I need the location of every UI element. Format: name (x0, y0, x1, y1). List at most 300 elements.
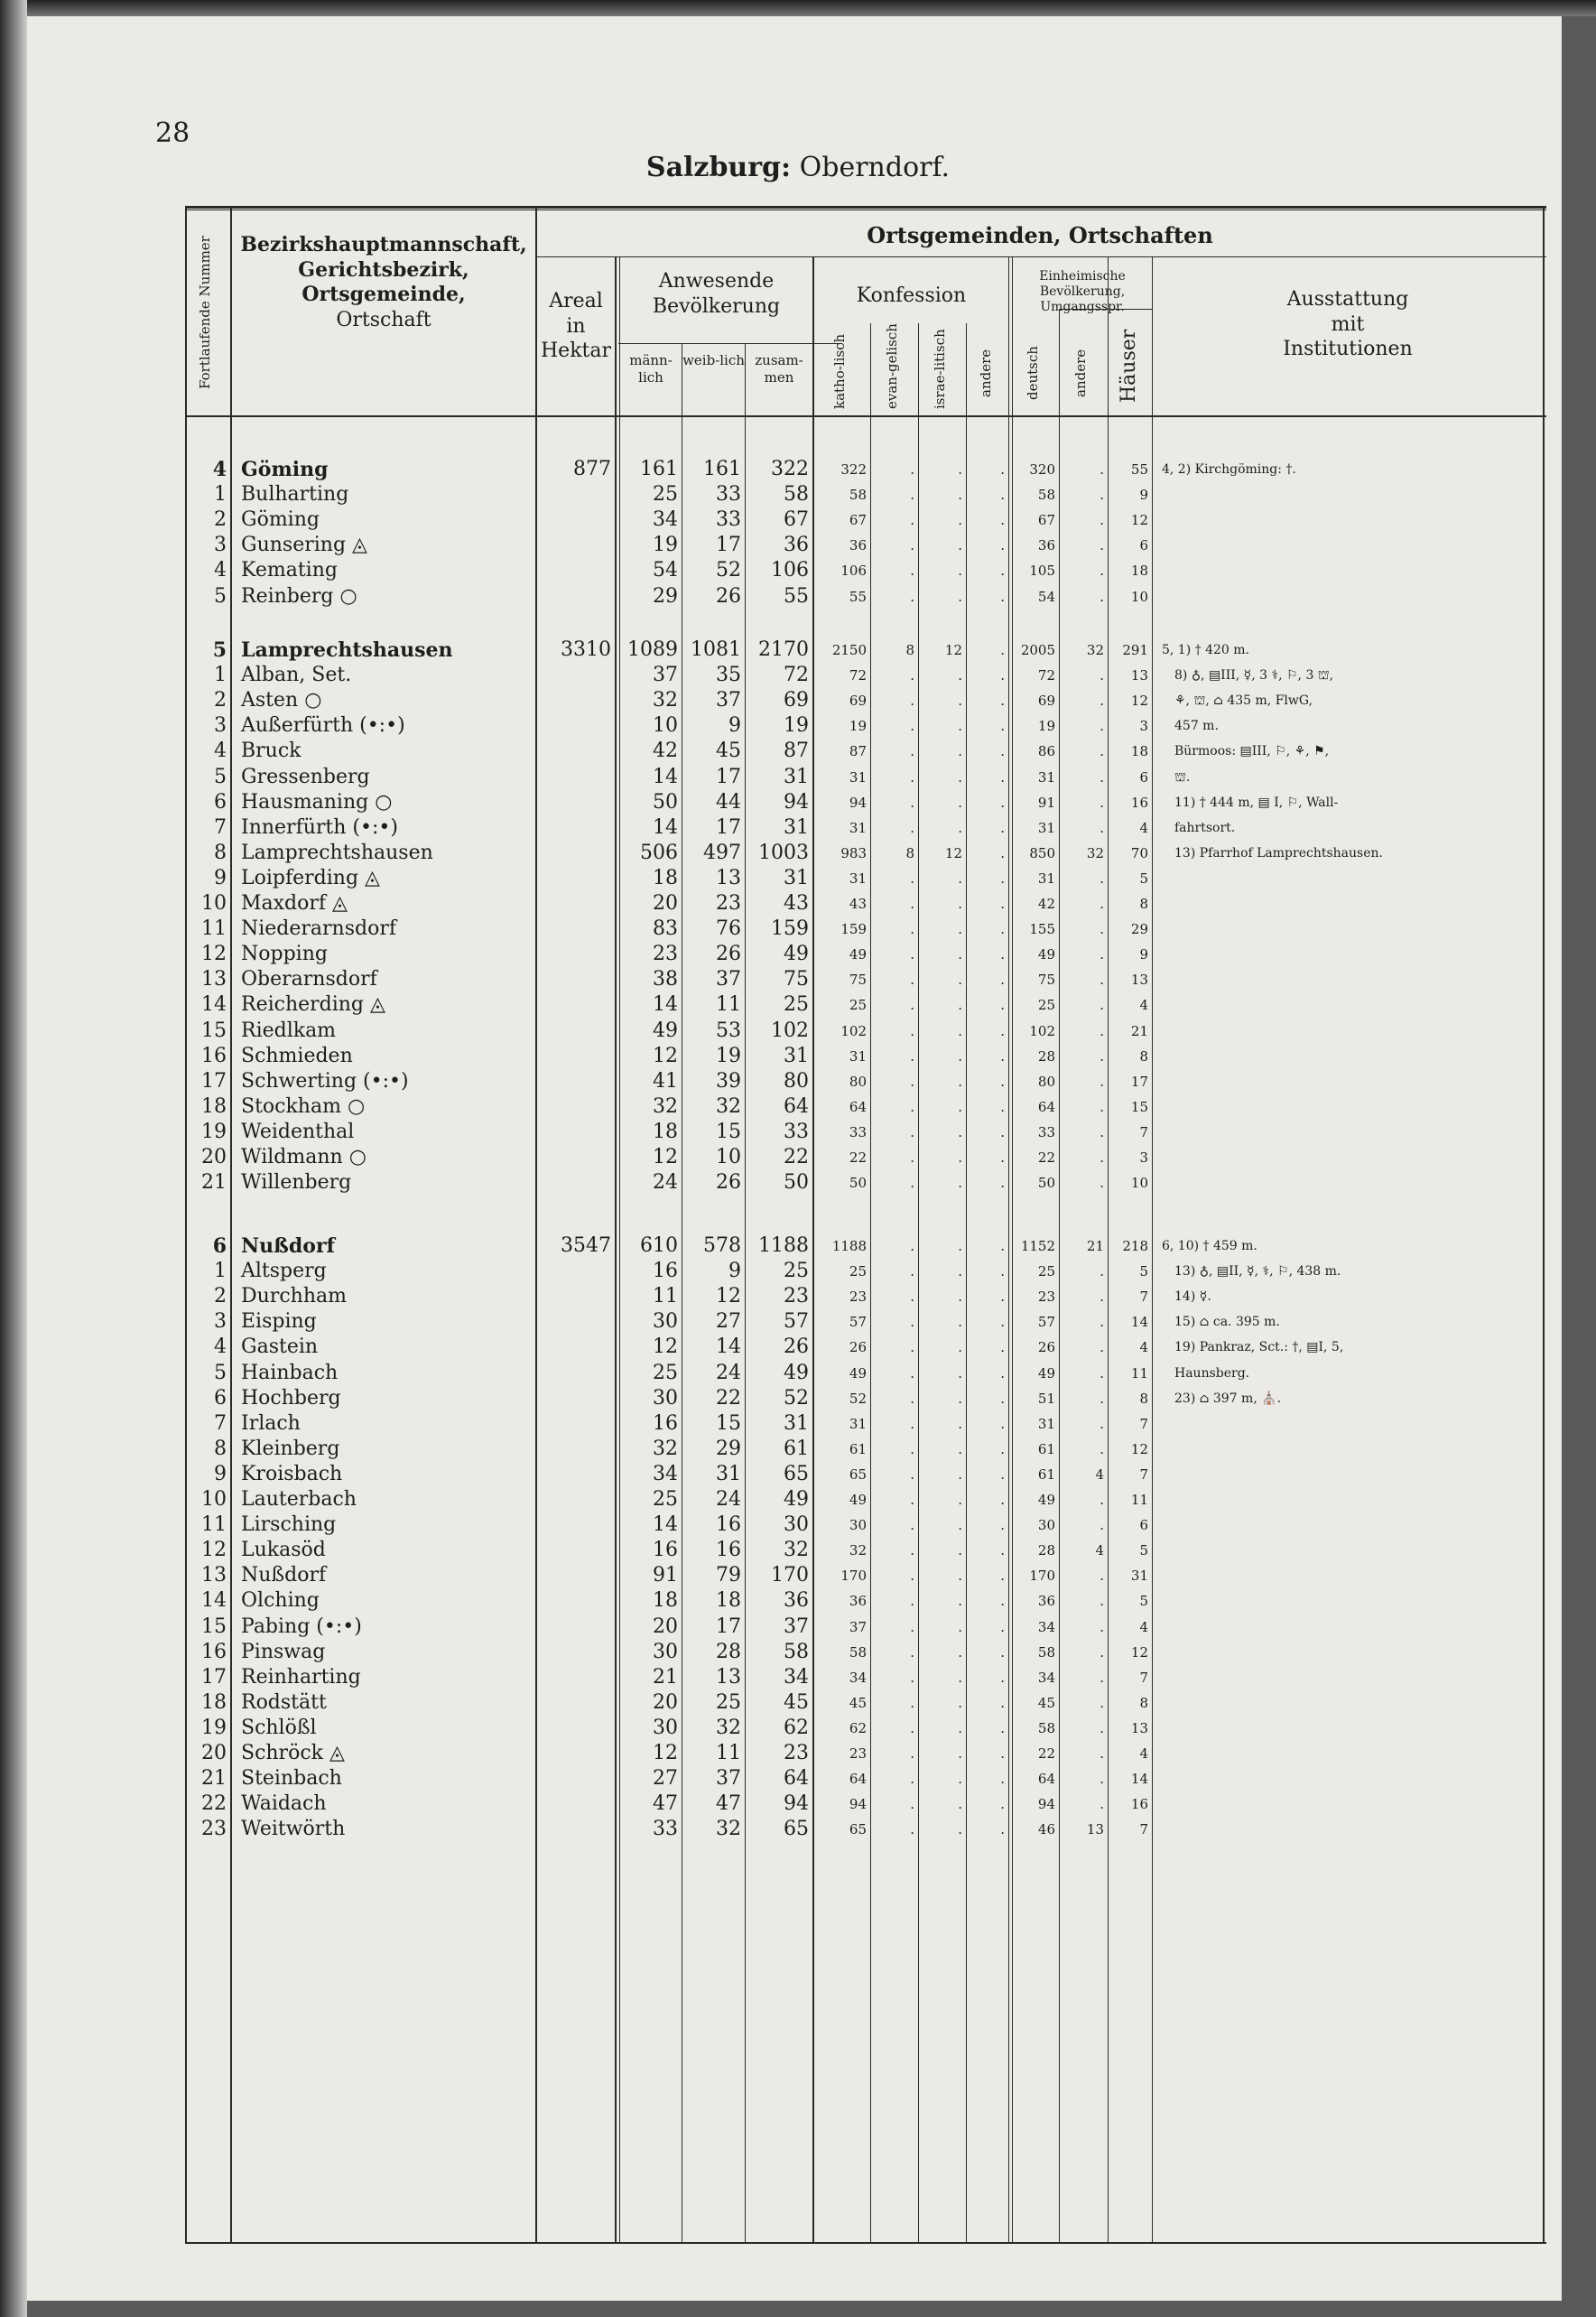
cell-evan: . (910, 743, 914, 760)
cell-and2: . (1100, 1745, 1104, 1762)
cell-and: . (1000, 1593, 1005, 1610)
cell-n: 13 (201, 968, 227, 991)
cell-z: 72 (784, 664, 809, 687)
locality-row (185, 482, 1546, 507)
cell-and: . (1000, 461, 1005, 478)
cell-and: . (1000, 896, 1005, 912)
cell-and: . (1000, 1821, 1005, 1838)
cell-kath: 31 (849, 768, 867, 786)
locality-row (185, 663, 1546, 688)
cell-n: 13 (201, 1564, 227, 1587)
cell-hs: 6 (1139, 1517, 1148, 1534)
cell-kath: 49 (849, 1492, 867, 1508)
cell-isr: . (958, 718, 962, 735)
cell-name: Maxdorf ◬ (241, 892, 348, 915)
cell-isr: . (958, 1364, 962, 1382)
cell-and: . (1000, 946, 1005, 963)
cell-deu: 50 (1037, 1175, 1055, 1192)
cell-hs: 15 (1130, 1098, 1148, 1115)
cell-hs: 12 (1130, 1643, 1148, 1661)
cell-isr: . (958, 1415, 962, 1432)
cell-and: . (1000, 1466, 1005, 1483)
cell-and: . (1000, 1492, 1005, 1508)
cell-z: 57 (784, 1310, 809, 1334)
cell-m: 34 (653, 508, 678, 532)
cell-and: . (1000, 1618, 1005, 1635)
cell-w: 52 (716, 559, 741, 582)
cell-deu: 94 (1037, 1796, 1055, 1813)
cell-isr: . (958, 1390, 962, 1407)
cell-hs: 55 (1130, 461, 1148, 478)
cell-n: 18 (201, 1690, 227, 1714)
cell-and2: . (1100, 1517, 1104, 1534)
cell-z: 87 (784, 740, 809, 763)
cell-hs: 7 (1139, 1669, 1148, 1686)
cell-m: 30 (653, 1386, 678, 1410)
cell-evan: . (910, 1289, 914, 1306)
cell-evan: . (910, 1098, 914, 1115)
cell-and: . (1000, 1289, 1005, 1306)
cell-name: Gressenberg (241, 765, 370, 788)
cell-evan: . (910, 487, 914, 504)
locality-row (185, 967, 1546, 992)
locality-row (185, 558, 1546, 583)
cell-hs: 4 (1139, 1618, 1148, 1635)
locality-row (185, 1361, 1546, 1386)
cell-and2: . (1100, 819, 1104, 836)
cell-w: 33 (716, 483, 741, 507)
cell-z: 31 (784, 765, 809, 788)
cell-name: Lirsching (241, 1513, 337, 1537)
institution-note: fahrtsort. (1174, 820, 1236, 835)
cell-and2: . (1100, 1022, 1104, 1039)
cell-evan: . (910, 921, 914, 938)
cell-w: 10 (716, 1146, 741, 1168)
cell-and: . (1000, 768, 1005, 786)
cell-kath: 49 (849, 946, 867, 963)
cell-name: Hainbach (241, 1361, 339, 1384)
cell-name: Rodstätt (241, 1690, 327, 1714)
cell-deu: 31 (1037, 870, 1055, 887)
cell-evan: . (910, 563, 914, 580)
locality-row (185, 866, 1546, 891)
cell-name: Wildmann ○ (241, 1146, 367, 1168)
cell-evan: . (910, 1047, 914, 1065)
cell-n: 14 (201, 993, 227, 1017)
cell-name: Steinbach (241, 1767, 342, 1791)
cell-and2: . (1100, 1364, 1104, 1382)
cell-name: Lamprechtshausen (241, 841, 433, 864)
locality-row (185, 1284, 1546, 1309)
cell-isr: 12 (944, 642, 962, 658)
cell-and: . (1000, 693, 1005, 710)
cell-n: 1 (214, 483, 227, 507)
cell-hs: 13 (1130, 972, 1148, 989)
cell-kath: 57 (849, 1314, 867, 1331)
cell-w: 497 (703, 841, 741, 864)
cell-w: 22 (716, 1386, 741, 1410)
cell-m: 47 (653, 1792, 678, 1816)
cell-m: 21 (653, 1665, 678, 1689)
cell-isr: . (958, 1771, 962, 1788)
cell-m: 42 (653, 740, 678, 763)
cell-m: 610 (640, 1234, 678, 1257)
locality-row (185, 1170, 1546, 1196)
cell-n: 2 (214, 1285, 227, 1308)
cell-evan: . (910, 1821, 914, 1838)
cell-name: Lauterbach (241, 1488, 357, 1511)
cell-evan: . (910, 1022, 914, 1039)
cell-z: 31 (784, 815, 809, 839)
cell-deu: 34 (1037, 1669, 1055, 1686)
cell-deu: 28 (1037, 1047, 1055, 1065)
cell-name: Altsperg (241, 1260, 327, 1283)
cell-n: 21 (201, 1767, 227, 1791)
cell-deu: 45 (1037, 1694, 1055, 1711)
institution-note: ⛫. (1174, 769, 1191, 785)
cell-z: 52 (784, 1386, 809, 1410)
cell-hs: 16 (1130, 1796, 1148, 1813)
cell-m: 24 (653, 1171, 678, 1195)
cell-and2: . (1100, 896, 1104, 912)
cell-isr: . (958, 1643, 962, 1661)
cell-and: . (1000, 512, 1005, 529)
cell-hs: 18 (1130, 743, 1148, 760)
header-admin-1: Bezirkshauptmannschaft, (240, 233, 527, 256)
cell-hs: 4 (1139, 1745, 1148, 1762)
cell-deu: 46 (1037, 1821, 1055, 1838)
institution-note: 14) ☿. (1174, 1289, 1211, 1305)
cell-hs: 7 (1139, 1415, 1148, 1432)
cell-evan: . (910, 1073, 914, 1090)
cell-evan: . (910, 667, 914, 684)
cell-z: 69 (784, 689, 809, 712)
cell-and2: 4 (1095, 1542, 1104, 1559)
cell-evan: . (910, 718, 914, 735)
institution-note: 8) ♁, ▤III, ☿, 3 ⚕, ⚐, 3 ⛫, (1174, 668, 1334, 684)
cell-m: 32 (653, 689, 678, 712)
cell-z: 33 (784, 1120, 809, 1143)
cell-z: 31 (784, 866, 809, 889)
cell-w: 17 (716, 1614, 741, 1638)
cell-m: 14 (653, 765, 678, 788)
locality-row (185, 1588, 1546, 1614)
cell-isr: . (958, 1492, 962, 1508)
cell-and2: . (1100, 1314, 1104, 1331)
cell-n: 15 (201, 1019, 227, 1042)
cell-isr: . (958, 1123, 962, 1140)
cell-deu: 25 (1037, 1263, 1055, 1280)
cell-isr: . (958, 1440, 962, 1457)
header-areal (537, 289, 615, 364)
cell-n: 4 (214, 740, 227, 763)
locality-row (185, 1069, 1546, 1094)
cell-and2: 13 (1086, 1821, 1104, 1838)
cell-w: 17 (716, 765, 741, 788)
cell-hs: 11 (1130, 1492, 1148, 1508)
header-other-language: andere (1072, 349, 1089, 397)
institution-note: 15) ⌂ ca. 395 m. (1174, 1315, 1280, 1330)
cell-m: 19 (653, 534, 678, 557)
cell-n: 9 (214, 866, 227, 889)
cell-deu: 80 (1037, 1073, 1055, 1090)
locality-row (185, 992, 1546, 1018)
cell-kath: 36 (849, 537, 867, 554)
cell-and2: . (1100, 1568, 1104, 1585)
header-admin-3: Ortsgemeinde, (302, 283, 466, 306)
cell-name: Nopping (241, 943, 328, 966)
cell-and2: . (1100, 972, 1104, 989)
cell-n: 9 (214, 1462, 227, 1485)
cell-z: 67 (784, 508, 809, 532)
cell-and2: . (1100, 1440, 1104, 1457)
cell-m: 16 (653, 1411, 678, 1435)
cell-and: . (1000, 487, 1005, 504)
cell-isr: . (958, 1821, 962, 1838)
cell-name: Nußdorf (241, 1564, 327, 1587)
cell-and2: . (1100, 693, 1104, 710)
cell-m: 18 (653, 1120, 678, 1143)
cell-deu: 61 (1037, 1440, 1055, 1457)
header-einheim-2: Bevölkerung, (1039, 284, 1126, 299)
cell-w: 1081 (691, 638, 741, 661)
cell-z: 322 (771, 458, 809, 480)
cell-z: 49 (784, 1361, 809, 1384)
header-areal-1: Areal (549, 290, 603, 312)
cell-w: 26 (716, 584, 741, 608)
institution-note: 11) † 444 m, ▤ I, ⚐, Wall- (1174, 795, 1339, 810)
cell-and: . (1000, 1694, 1005, 1711)
cell-name: Willenberg (241, 1171, 352, 1195)
cell-evan: . (910, 794, 914, 811)
locality-row (185, 1665, 1546, 1690)
cell-m: 23 (653, 943, 678, 966)
cell-deu: 72 (1037, 667, 1055, 684)
institution-note: 6, 10) † 459 m. (1162, 1239, 1257, 1253)
cell-n: 14 (201, 1589, 227, 1613)
cell-evan: . (910, 768, 914, 786)
cell-evan: . (910, 1517, 914, 1534)
cell-and: . (1000, 844, 1005, 861)
header-number: Fortlaufende Nummer (197, 236, 213, 389)
cell-hs: 29 (1130, 921, 1148, 938)
cell-z: 26 (784, 1335, 809, 1359)
locality-row (185, 1259, 1546, 1284)
cell-w: 15 (716, 1411, 741, 1435)
cell-deu: 36 (1037, 1593, 1055, 1610)
cell-evan: . (910, 1593, 914, 1610)
cell-hs: 13 (1130, 667, 1148, 684)
cell-hs: 8 (1139, 1694, 1148, 1711)
cell-m: 29 (653, 584, 678, 608)
cell-and: . (1000, 1669, 1005, 1686)
cell-w: 13 (716, 1665, 741, 1689)
cell-and: . (1000, 1098, 1005, 1115)
cell-hs: 7 (1139, 1466, 1148, 1483)
cell-z: 32 (784, 1539, 809, 1562)
cell-name: Reinberg ○ (241, 584, 357, 608)
cell-deu: 91 (1037, 794, 1055, 811)
cell-n: 4 (214, 559, 227, 582)
statistics-table (185, 206, 1546, 2247)
cell-deu: 102 (1029, 1022, 1055, 1039)
cell-m: 49 (653, 1019, 678, 1042)
cell-isr: . (958, 1466, 962, 1483)
cell-deu: 54 (1037, 588, 1055, 605)
cell-areal: 3547 (561, 1234, 611, 1257)
cell-kath: 65 (849, 1466, 867, 1483)
locality-row (185, 1462, 1546, 1487)
cell-name: Lamprechtshausen (241, 638, 453, 662)
cell-kath: 64 (849, 1098, 867, 1115)
header-admin (235, 233, 533, 332)
cell-deu: 105 (1029, 563, 1055, 580)
cell-m: 12 (653, 1146, 678, 1168)
locality-row (185, 1538, 1546, 1563)
cell-deu: 850 (1029, 844, 1055, 861)
cell-and: . (1000, 997, 1005, 1014)
cell-evan: . (910, 1364, 914, 1382)
cell-isr: . (958, 1669, 962, 1686)
cell-and2: . (1100, 461, 1104, 478)
cell-deu: 75 (1037, 972, 1055, 989)
cell-and2: 21 (1086, 1238, 1104, 1254)
cell-evan: . (910, 1314, 914, 1331)
cell-z: 37 (784, 1614, 809, 1638)
cell-m: 33 (653, 1818, 678, 1841)
cell-and2: . (1100, 1719, 1104, 1736)
cell-and2: . (1100, 1175, 1104, 1192)
cell-evan: . (910, 1263, 914, 1280)
cell-and2: . (1100, 1771, 1104, 1788)
cell-deu: 22 (1037, 1149, 1055, 1166)
cell-deu: 33 (1037, 1123, 1055, 1140)
cell-evan: . (910, 693, 914, 710)
cell-m: 83 (653, 917, 678, 941)
cell-z: 102 (771, 1019, 809, 1042)
cell-isr: . (958, 1022, 962, 1039)
cell-kath: 45 (849, 1694, 867, 1711)
cell-and2: . (1100, 1669, 1104, 1686)
cell-m: 54 (653, 559, 678, 582)
header-total: zusam-men (755, 352, 803, 386)
cell-and2: . (1100, 537, 1104, 554)
cell-n: 17 (201, 1665, 227, 1689)
cell-m: 30 (653, 1310, 678, 1334)
cell-evan: . (910, 1568, 914, 1585)
cell-w: 11 (716, 993, 741, 1017)
cell-w: 37 (716, 1767, 741, 1791)
cell-w: 24 (716, 1361, 741, 1384)
header-german: deutsch (1025, 346, 1041, 400)
municipality-row (185, 457, 1546, 482)
cell-name: Schlößl (241, 1716, 317, 1739)
cell-evan: . (910, 1149, 914, 1166)
cell-deu: 86 (1037, 743, 1055, 760)
cell-hs: 7 (1139, 1821, 1148, 1838)
cell-kath: 58 (849, 487, 867, 504)
cell-n: 5 (212, 638, 227, 662)
cell-and: . (1000, 1796, 1005, 1813)
cell-kath: 25 (849, 1263, 867, 1280)
cell-and: . (1000, 1149, 1005, 1166)
cell-and2: . (1100, 667, 1104, 684)
cell-evan: . (910, 1466, 914, 1483)
cell-z: 80 (784, 1069, 809, 1093)
institution-note: Haunsberg. (1174, 1365, 1250, 1381)
cell-name: Gastein (241, 1335, 319, 1359)
cell-n: 17 (201, 1069, 227, 1093)
header-catholic: katho-lisch (831, 333, 848, 409)
cell-n: 5 (214, 1361, 227, 1384)
cell-n: 20 (201, 1146, 227, 1168)
header-female: weib-lich (682, 352, 745, 368)
cell-isr: . (958, 1098, 962, 1115)
cell-deu: 31 (1037, 819, 1055, 836)
cell-z: 61 (784, 1437, 809, 1460)
cell-deu: 57 (1037, 1314, 1055, 1331)
cell-z: 50 (784, 1171, 809, 1195)
locality-row (185, 790, 1546, 815)
cell-areal: 3310 (561, 638, 611, 661)
cell-n: 5 (214, 765, 227, 788)
cell-m: 10 (653, 714, 678, 738)
header-admin-4: Ortschaft (336, 308, 431, 331)
institution-note: 19) Pankraz, Sct.: †, ▤I, 5, (1174, 1340, 1344, 1355)
cell-n: 1 (214, 664, 227, 687)
cell-deu: 61 (1037, 1466, 1055, 1483)
header-ausstattung-1: Ausstattung (1286, 288, 1409, 311)
cell-and2: . (1100, 768, 1104, 786)
cell-hs: 8 (1139, 1047, 1148, 1065)
locality-row (185, 1640, 1546, 1665)
cell-evan: . (910, 896, 914, 912)
cell-isr: . (958, 1263, 962, 1280)
cell-hs: 12 (1130, 512, 1148, 529)
cell-z: 34 (784, 1665, 809, 1689)
cell-isr: . (958, 667, 962, 684)
header-anwesend-2: Bevölkerung (652, 294, 781, 318)
cell-kath: 30 (849, 1517, 867, 1534)
header-other-confession: andere (978, 349, 994, 397)
cell-evan: . (910, 819, 914, 836)
institution-note: 13) ♁, ▤II, ☿, ⚕, ⚐, 438 m. (1174, 1264, 1341, 1279)
header-houses: Häuser (1118, 329, 1140, 404)
cell-m: 50 (653, 790, 678, 814)
cell-z: 36 (784, 1589, 809, 1613)
cell-z: 31 (784, 1411, 809, 1435)
cell-kath: 19 (849, 718, 867, 735)
cell-name: Lukasöd (241, 1539, 326, 1562)
cell-hs: 5 (1139, 870, 1148, 887)
cell-and: . (1000, 972, 1005, 989)
cell-isr: . (958, 1694, 962, 1711)
cell-kath: 94 (849, 794, 867, 811)
locality-row (185, 688, 1546, 713)
cell-isr: . (958, 537, 962, 554)
cell-w: 44 (716, 790, 741, 814)
cell-and2: . (1100, 743, 1104, 760)
cell-deu: 23 (1037, 1289, 1055, 1306)
cell-kath: 72 (849, 667, 867, 684)
cell-hs: 8 (1139, 1390, 1148, 1407)
cell-evan: . (910, 1123, 914, 1140)
cell-evan: . (910, 997, 914, 1014)
cell-evan: . (910, 461, 914, 478)
cell-w: 35 (716, 664, 741, 687)
cell-w: 23 (716, 892, 741, 915)
cell-w: 33 (716, 508, 741, 532)
